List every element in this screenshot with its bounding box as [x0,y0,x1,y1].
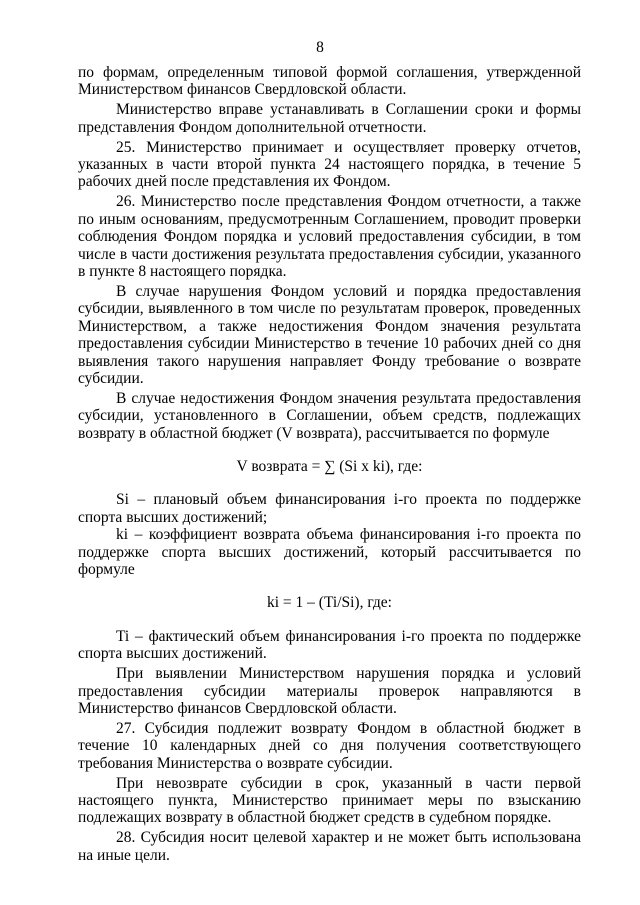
definition-ki: ki – коэффициент возврата объема финансирования i-го проекта по поддержке спорта высших достижений, который рассчитывается по формуле [78,526,581,579]
paragraph-violation: В случае нарушения Фондом условий и порядка предоставления субсидии, выявленного в том числе по результатам проверок, проведенных Министерством, а также недостижения Фондом значения результата предоставления субсидии Министерство в течение 10 рабочих дней со дня выявления такого нарушения направляет Фонду требование о возврате субсидии. [78,282,581,387]
paragraph-item-28: 28. Субсидия носит целевой характер и не может быть использована на иные цели. [78,829,581,864]
paragraph-item-25: 25. Министерство принимает и осуществляет проверку отчетов, указанных в части второй пункта 24 настоящего порядка, в течение 5 рабочих дней после представления их Фондом. [78,138,581,191]
document-body [78,64,581,864]
paragraph-additional-reporting: Министерство вправе устанавливать в Соглашении сроки и формы представления Фондом дополнительной отчетности. [78,101,581,136]
paragraph-materials-sent: При выявлении Министерством нарушения порядка и условий предоставления субсидии материалы проверок направляются в Министерство финансов Свердловской области. [78,665,581,717]
paragraph-continuation: по формам, определенным типовой формой соглашения, утвержденной Министерством финансов Свердловской области. [78,64,581,99]
definition-si: Si – плановый объем финансирования i-го проекта по поддержке спорта высших достижений; [78,491,581,526]
page-number: 8 [316,39,324,56]
paragraph-item-26: 26. Министерство после представления Фондом отчетности, а также по иным основаниям, предусмотренным Соглашением, проводит проверки соблюдения Фондом порядка и условий предоставления субсидии, в том числе в части достижения результата предоставления субсидии, указанного в пункте 8 настоящего порядка. [78,193,581,280]
paragraph-non-achievement: В случае недостижения Фондом значения результата предоставления субсидии, установленного в Соглашении, объем средств, подлежащих возврату в областной бюджет (V возврата), рассчитывается по формуле [78,389,581,442]
formula-ki: ki = 1 – (Ti/Si), где: [267,594,392,612]
paragraph-non-return: При невозврате субсидии в срок, указанный в части первой настоящего пункта, Министерство принимает меры по взысканию подлежащих возврату в областной бюджет средств в судебном порядке. [78,774,581,827]
formula-v-return: V возврата = ∑ (Si x ki), где: [236,458,423,476]
definition-ti: Ti – фактический объем финансирования i-го проекта по поддержке спорта высших достижений. [78,627,581,663]
paragraph-item-27: 27. Субсидия подлежит возврату Фондом в областной бюджет в течение 10 календарных дней со дня получения соответствующего требования Министерства о возврате субсидии. [78,719,581,772]
